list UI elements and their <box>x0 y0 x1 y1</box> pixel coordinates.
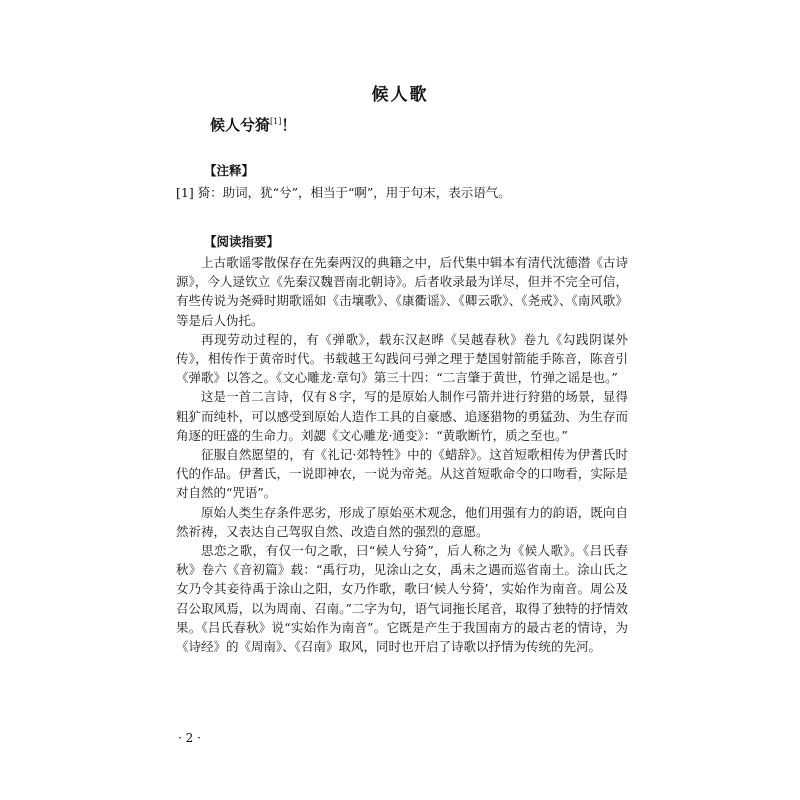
poem-text: 候人兮猗 <box>210 116 271 134</box>
poem-ending: ！ <box>281 116 297 134</box>
paragraph: 上古歌谣零散保存在先秦两汉的典籍之中，后代集中辑本有清代沈德潜《古诗源》，今人逯钦立《先秦汉魏晋南北朝诗》。后者收录最为详尽，但并不完全可信，有些传说为尧舜时期歌谣如《击壤歌》、《康衢谣》、《卿云歌》、《尧戒》、《南风歌》等是后人伪托。 <box>176 255 628 328</box>
notes-heading: 【注释】 <box>204 163 255 178</box>
footnote-ref: [1] <box>270 117 282 126</box>
page-number: · 2 · <box>178 731 201 745</box>
paragraph: 思恋之歌，有仅一句之歌，曰“候人兮猗”，后人称之为《候人歌》。《吕氏春秋》卷六《音初篇》载：“禹行功，见涂山之女，禹未之遇而巡省南土。涂山氏之女乃令其妾待禹于涂山之阳，女乃作歌，歌曰‘候人兮猗’，实始作为南音。周公及召公取风焉，以为周南、召南。”二字为句，语气词拖长尾音，取得了独特的抒情效果。《吕氏春秋》说“实始作为南音”。它既是产生于我国南方的最古老的情诗，为《诗经》的《周南》、《召南》取风，同时也开启了诗歌以抒情为传统的先河。 <box>176 543 628 655</box>
paragraph: 征服自然愿望的，有《礼记·郊特牲》中的《蜡辞》。这首短歌相传为伊耆氏时代的作品。伊耆氏，一说即神农，一说为帝尧。从这首短歌命令的口吻看，实际是对自然的“咒语”。 <box>176 447 628 501</box>
page-title: 候人歌 <box>371 85 429 105</box>
paragraph: 原始人类生存条件恶劣，形成了原始巫术观念，他们用强有力的韵语，既向自然祈祷，又表达自己驾驭自然、改造自然的强烈的意愿。 <box>176 504 628 539</box>
paragraph: 再现劳动过程的，有《弹歌》，载东汉赵晔《吴越春秋》卷九《勾践阴谋外传》，相传作于黄帝时代。书载越王勾践问弓弹之理于楚国射箭能手陈音，陈音引《弹歌》以答之。《文心雕龙·章句》第三十四：“二言肇于黄世，竹弹之谣是也。” <box>176 331 628 386</box>
reading-heading: 【阅读指要】 <box>204 234 280 249</box>
note-item: [1] 猗：助词，犹“兮”，相当于“啊”，用于句末，表示语气。 <box>176 185 511 200</box>
poem-line <box>210 114 296 135</box>
reading-body <box>176 253 628 656</box>
paragraph: 这是一首二言诗，仅有８字，写的是原始人制作弓箭并进行狩猎的场景，显得粗犷而纯朴，可以感受到原始人造作工具的自豪感、追逐猎物的勇猛劲、为生存而角逐的旺盛的生命力。刘勰《文心雕龙·通变》：“黄歌断竹，质之至也。” <box>176 389 628 443</box>
